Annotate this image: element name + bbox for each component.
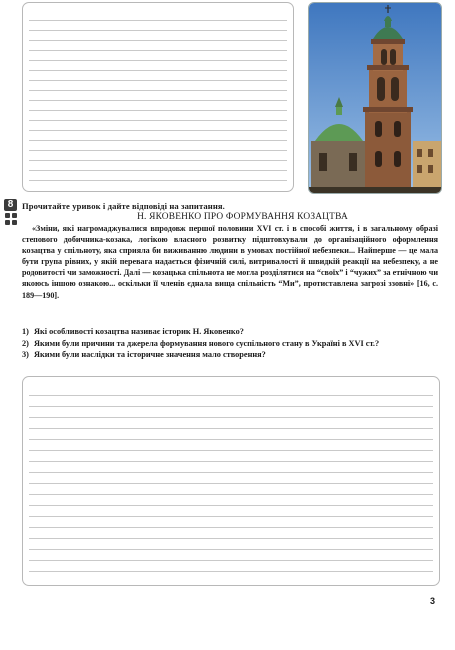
task-instruction: Прочитайте уривок і дайте відповіді на запитання. <box>22 201 225 211</box>
source-heading: Н. ЯКОВЕНКО ПРО ФОРМУВАННЯ КОЗАЦТВА <box>137 212 348 222</box>
question-item <box>22 350 438 361</box>
task-number: 8 <box>4 199 17 211</box>
question-number: 3) <box>22 350 29 360</box>
ruled-lines <box>29 11 287 185</box>
tower-illustration <box>309 3 441 193</box>
question-number: 1) <box>22 327 29 336</box>
tower-middle <box>369 69 407 113</box>
page-number: 3 <box>430 596 436 606</box>
question-text: Якими були причини та джерела формування нового суспільного стану в Україні в XVI ст.? <box>34 338 380 348</box>
question-text: Якими були наслідки та історичне значення мало створення? <box>34 350 266 360</box>
tower-base <box>365 111 411 193</box>
answer-box-top[interactable] <box>22 2 294 192</box>
question-list <box>22 327 438 362</box>
source-passage: «Зміни, які нагромаджувалися впродовж першої половини XVI ст. і в способі життя, і в загальному образі степового добичника-козака, логікою власного розвитку підштовхували до організаційного оформлення козацтва у спільноту, яка сприяла би виживанню людини в умовах постійної небезпеки... Найперше — це мала бути група рівних, у якій перевага надається фізичній силі, витривалості й швидкій реакції на небезпеку, а не родовитості чи заможності. Далі — козацька спільнота не могла розділятися на “своїх” і “чужих” за етнічною чи якоюсь іншою ознакою... оскільки її членів єднала вища спільність “Ми”, протиставлена загрозі ззовні» [16, с. 189—190]. <box>22 224 438 300</box>
question-item <box>22 327 438 338</box>
question-text: Які особливості козацтва називає історик Н. Яковенко? <box>34 327 244 336</box>
tower-photo <box>308 2 442 194</box>
ruled-lines <box>29 385 433 579</box>
question-number: 2) <box>22 338 29 348</box>
question-item <box>22 339 438 350</box>
answer-box-bottom[interactable] <box>22 376 440 586</box>
